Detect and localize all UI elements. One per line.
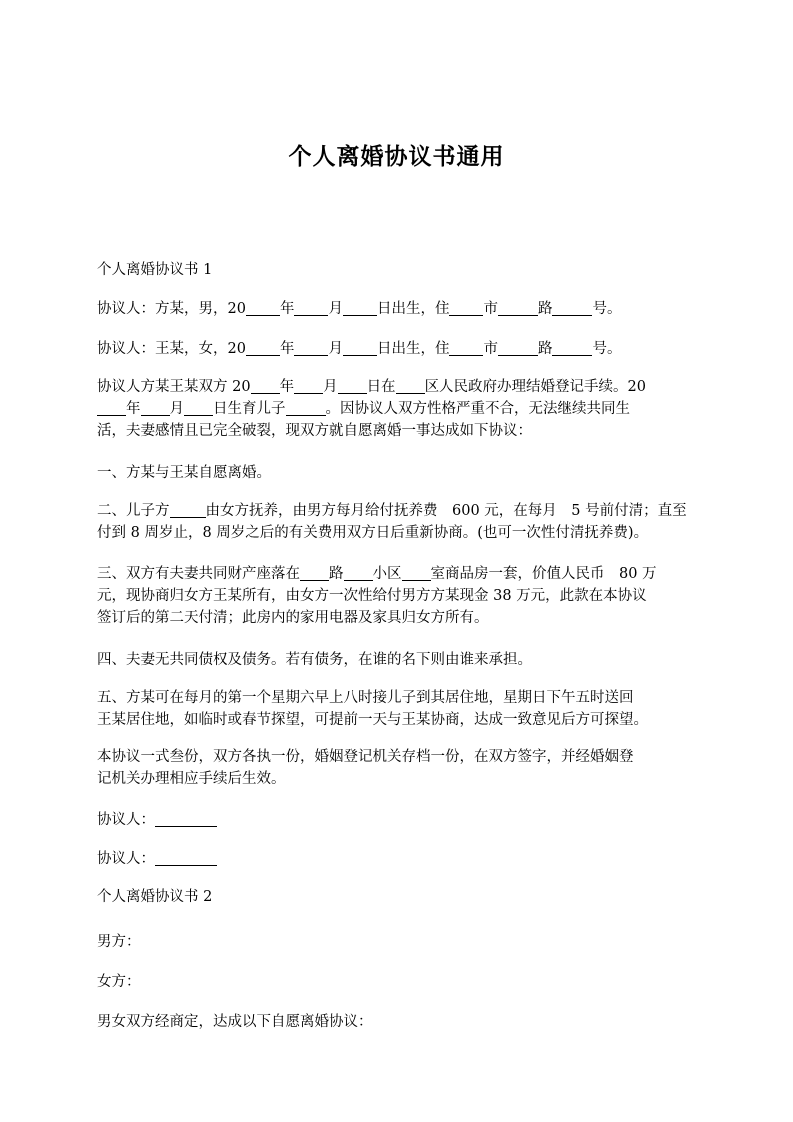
blank-year <box>246 340 280 356</box>
male-party-label: 男方： <box>97 934 141 950</box>
blank-year <box>251 378 280 394</box>
blank-road <box>498 300 538 316</box>
closing-paragraph: 本协议一式叁份，双方各执一份，婚姻登记机关存档一份，在双方签字，并经婚姻登 记机关办理相应手续后生效。 <box>97 749 634 787</box>
signature-blank <box>155 850 217 866</box>
blank-son-name <box>286 400 326 416</box>
blank-day <box>343 340 377 356</box>
blank-district <box>396 378 425 394</box>
blank-road <box>300 565 329 581</box>
section1-heading: 个人离婚协议书 1 <box>97 262 213 278</box>
party-man-line: 协议人：方某，男，20 年 月 日出生，住 市 路 号。 <box>97 301 622 317</box>
blank-community <box>344 565 373 581</box>
party-woman-line: 协议人：王某，女，20 年 月 日出生，住 市 路 号。 <box>97 341 622 357</box>
blank-day <box>338 378 367 394</box>
clause-4: 四、夫妻无共同债权及债务。若有债务，在谁的名下则由谁来承担。 <box>97 652 532 668</box>
signature-blank <box>155 811 217 827</box>
blank-month <box>141 400 170 416</box>
blank-city <box>449 300 483 316</box>
blank-day <box>343 300 377 316</box>
clause-1: 一、方某与王某自愿离婚。 <box>97 465 271 481</box>
section2-heading: 个人离婚协议书 2 <box>97 889 213 905</box>
blank-road <box>498 340 538 356</box>
blank-month <box>294 300 328 316</box>
clause-5: 五、方某可在每月的第一个星期六早上八时接儿子到其居住地，星期日下午五时送回 王某居住地，如临时或春节探望，可提前一天与王某协商，达成一致意见后方可探望。 <box>97 690 648 728</box>
blank-year <box>97 400 126 416</box>
signature-line-1: 协议人： <box>97 809 697 831</box>
blank-month <box>294 340 328 356</box>
clause-2: 二、儿子方 由女方抚养，由男方每月给付抚养费 600 元，在每月 5 号前付清；直至 付到 8 周岁止，8 周岁之后的有关费用双方日后重新协商。(也可一次性付清抚养费)。 <box>97 503 687 541</box>
document-title: 个人离婚协议书通用 <box>288 143 505 170</box>
female-party-label: 女方： <box>97 974 141 990</box>
blank-room <box>402 565 431 581</box>
blank-year <box>246 300 280 316</box>
agreement-intro: 男女双方经商定，达成以下自愿离婚协议： <box>97 1014 373 1030</box>
blank-city <box>449 340 483 356</box>
signature-line-2: 协议人： <box>97 848 697 870</box>
blank-number <box>552 300 592 316</box>
blank-number <box>552 340 592 356</box>
blank-day <box>184 400 213 416</box>
clause-3: 三、双方有夫妻共同财产座落在 路 小区 室商品房一套，价值人民币 80 万 元，现协商归女方王某所有，由女方一次性给付男方方某现金 38 万元，此款在本协议 签订后的第二天付清；此房内的家用电器及家具归女方所有。 <box>97 566 657 626</box>
blank-month <box>294 378 323 394</box>
intro-paragraph: 协议人方某王某双方 20 年 月 日在 区人民政府办理结婚登记手续。20 年 月 日生育儿子 。因协议人双方性格严重不合，无法继续共同生 活，夫妻感情且已完全破裂，现双方就自愿离婚一事达成如下协议： <box>97 379 647 439</box>
blank-son-name <box>170 502 206 518</box>
